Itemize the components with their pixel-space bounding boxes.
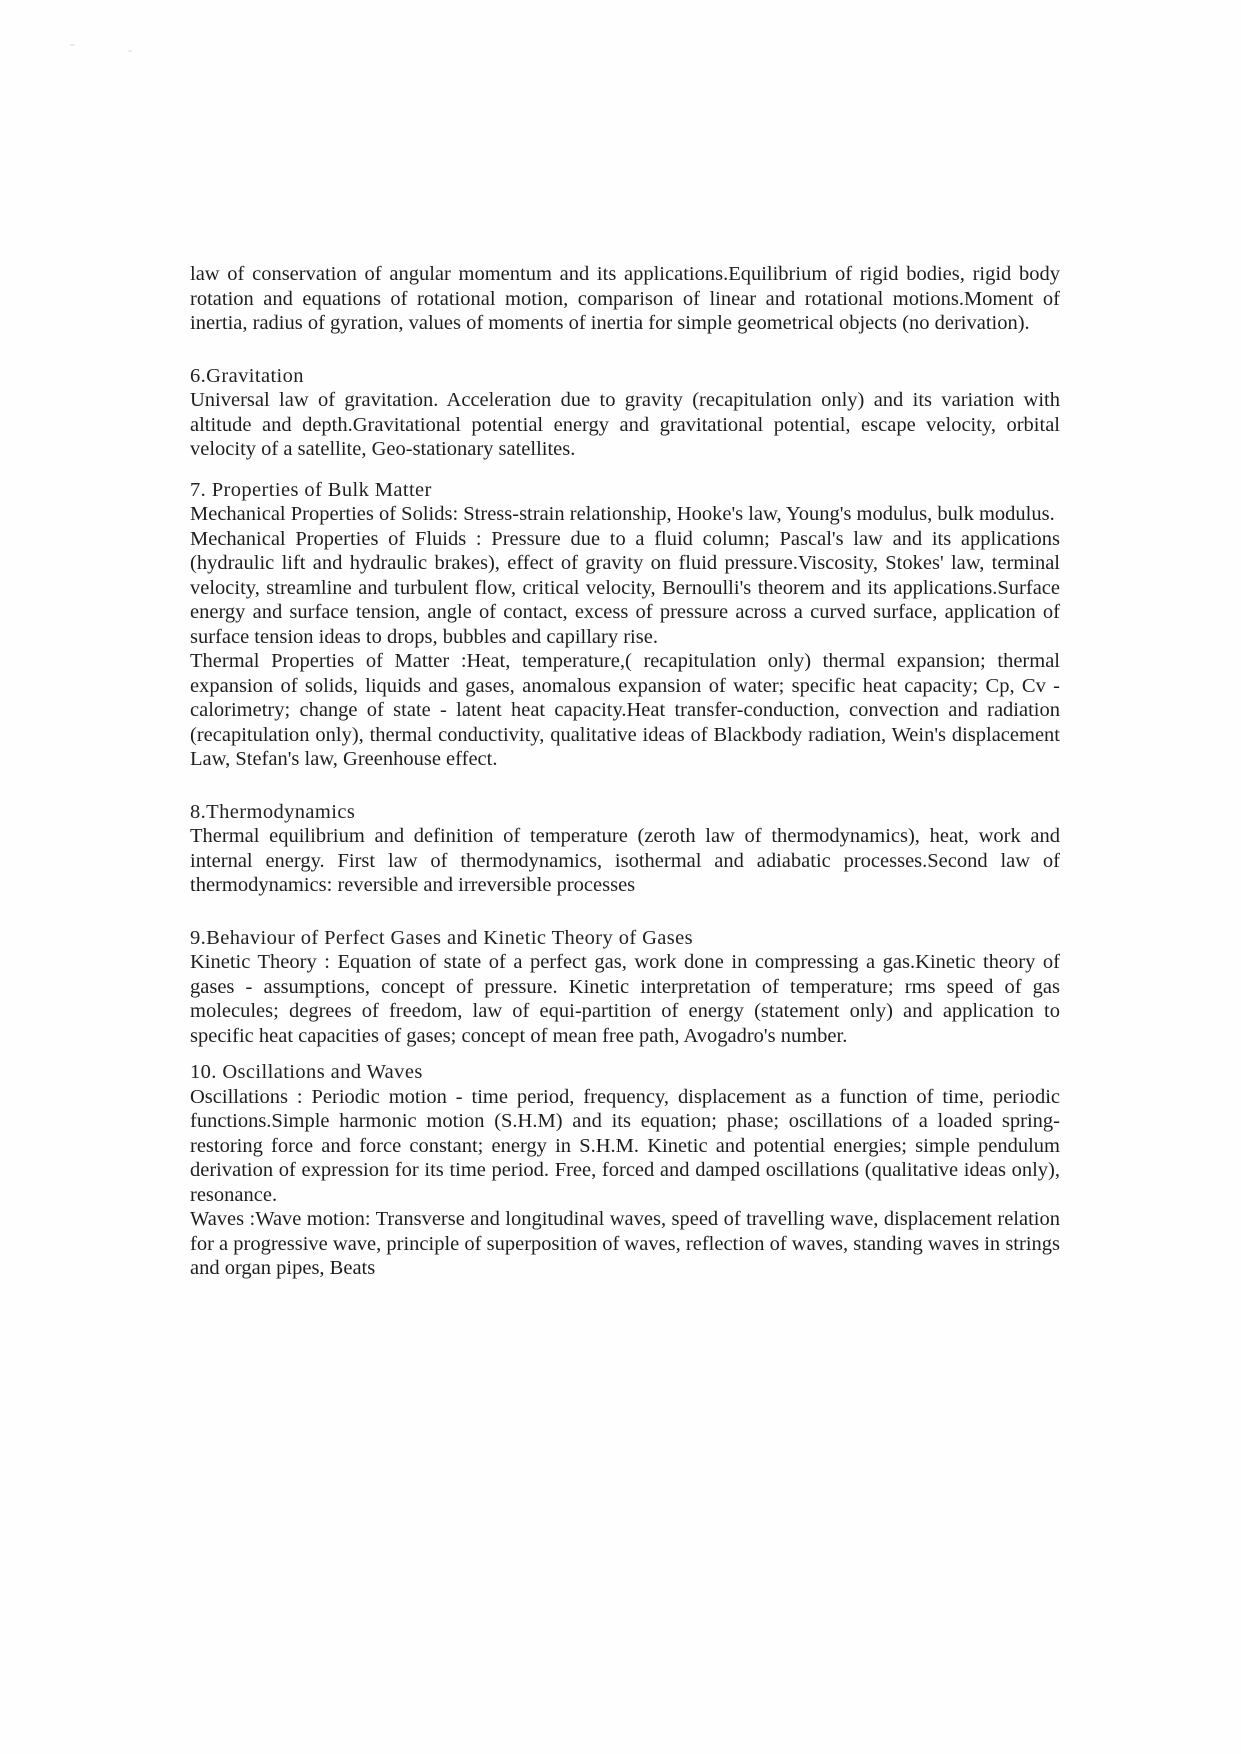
section-title: 9.Behaviour of Perfect Gases and Kinetic Theory of Gases bbox=[190, 926, 694, 949]
section-paragraph: Mechanical Properties of Solids: Stress-strain relationship, Hooke's law, Young's modulus, bulk modulus. bbox=[190, 503, 1055, 525]
section-paragraph: Thermal Properties of Matter :Heat, temperature,( recapitulation only) thermal expansion; thermal expansion of solids, liquids and gases, anomalous expansion of water; specific heat capacity; Cp, Cv - calorimetry; change of state - latent heat capacity.Heat transfer-conduction, convection and radiation (recapitulation only), thermal conductivity, qualitative ideas of Blackbody radiation, Wein's displacement Law, Stefan's law, Greenhouse effect. bbox=[190, 650, 1060, 770]
document-body bbox=[190, 262, 1060, 1281]
section-paragraph: Oscillations : Periodic motion - time period, frequency, displacement as a function of time, periodic functions.Simple harmonic motion (S.H.M) and its equation; phase; oscillations of a loaded spring- restoring force and force constant; energy in S.H.M. Kinetic and potential energies; simple pendulum derivation of expression for its time period. Free, forced and damped oscillations (qualitative ideas only), resonance. bbox=[190, 1085, 1060, 1206]
section-paragraph: Thermal equilibrium and definition of temperature (zeroth law of thermodynamics), heat, work and internal energy. First law of thermodynamics, isothermal and adiabatic processes.Second law of thermodynamics: reversible and irreversible processes bbox=[190, 825, 1060, 896]
intro-paragraph: law of conservation of angular momentum and its applications.Equilibrium of rigid bodies, rigid body rotation and equations of rotational motion, comparison of linear and rotational motions.Moment of inertia, radius of gyration, values of moments of inertia for simple geometrical objects (no derivation). bbox=[190, 263, 1060, 334]
section-bulk-matter bbox=[190, 478, 1060, 772]
scan-artifact bbox=[70, 44, 75, 46]
section-paragraph: Kinetic Theory : Equation of state of a perfect gas, work done in compressing a gas.Kinetic theory of gases - assumptions, concept of pressure. Kinetic interpretation of temperature; rms speed of gas molecules; degrees of freedom, law of equi-partition of energy (statement only) and application to specific heat capacities of gases; concept of mean free path, Avogadro's number. bbox=[190, 951, 1060, 1047]
section-title: 10. Oscillations and Waves bbox=[190, 1061, 423, 1083]
section-kinetic-theory bbox=[190, 926, 1060, 1049]
section-title: 6.Gravitation bbox=[190, 364, 304, 387]
section-paragraph: Universal law of gravitation. Acceleration due to gravity (recapitulation only) and its variation with altitude and depth.Gravitational potential energy and gravitational potential, escape velocity, orbital velocity of a satellite, Geo-stationary satellites. bbox=[190, 389, 1060, 460]
section-thermodynamics bbox=[190, 800, 1060, 898]
section-oscillations-waves bbox=[190, 1060, 1060, 1281]
section-paragraph: Waves :Wave motion: Transverse and longitudinal waves, speed of travelling wave, displacement relation for a progressive wave, principle of superposition of waves, reflection of waves, standing waves in strings and organ pipes, Beats bbox=[190, 1208, 1060, 1279]
section-paragraph: Mechanical Properties of Fluids : Pressure due to a fluid column; Pascal's law and its applications (hydraulic lift and hydraulic brakes), effect of gravity on fluid pressure.Viscosity, Stokes' law, terminal velocity, streamline and turbulent flow, critical velocity, Bernoulli's theorem and its applications.Surface energy and surface tension, angle of contact, excess of pressure across a curved surface, application of surface tension ideas to drops, bubbles and capillary rise. bbox=[190, 527, 1060, 648]
section-title: 7. Properties of Bulk Matter bbox=[190, 478, 432, 501]
scan-artifact bbox=[128, 50, 132, 52]
section-title: 8.Thermodynamics bbox=[190, 800, 356, 823]
section-gravitation bbox=[190, 364, 1060, 462]
